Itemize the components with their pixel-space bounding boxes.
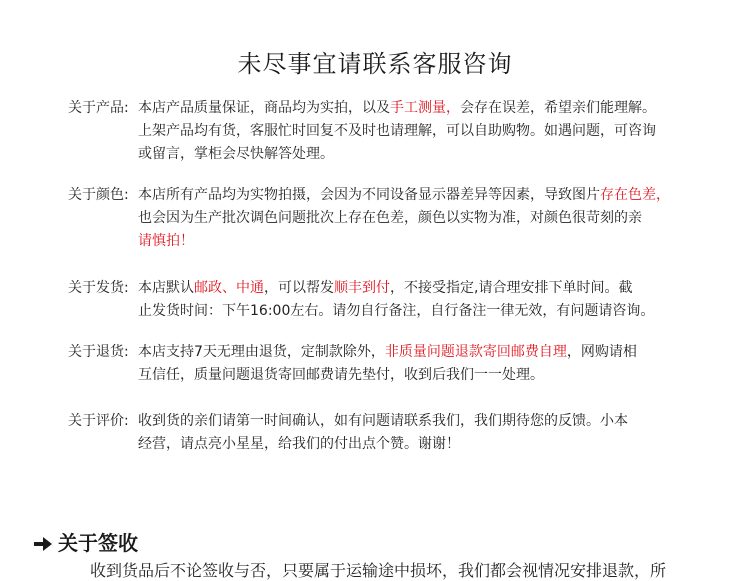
section-line (138, 410, 718, 433)
section-line (138, 300, 718, 323)
section-row-product (68, 97, 718, 166)
highlighted-text: 手工测量， (390, 100, 460, 116)
section-row-shipping (68, 277, 718, 323)
body-text: 也会因为生产批次调色问题批次上存在色差，颜色以实物为准，对颜色很苛刻的亲 (138, 210, 642, 226)
section-content (138, 410, 718, 456)
section-content (138, 341, 718, 387)
body-text: 本店支持7天无理由退货，定制款除外， (138, 344, 385, 360)
sign-partial-text: 收到货品后不论签收与否，只要属于运输途中损坏，我们都会视情况安排退款，所 (90, 561, 667, 580)
page-title: 未尽事宜请联系客服咨询 (237, 50, 513, 78)
body-text: 经营，请点亮小星星，给我们的付出点个赞。谢谢！ (138, 436, 460, 452)
sign-heading-text: 关于签收 (58, 531, 138, 555)
body-text: ，网购请相 (566, 344, 637, 360)
section-line (138, 433, 718, 456)
section-line (138, 207, 718, 230)
section-line (138, 184, 718, 207)
body-text: 互信任，质量问题退货寄回邮费请先垫付，收到后我们一一处理。 (138, 367, 544, 383)
section-label: 关于颜色: (68, 187, 129, 203)
section-label: 关于退货: (68, 344, 129, 360)
body-text: ，可以帮发 (264, 280, 334, 296)
section-line (138, 230, 718, 253)
sign-section-heading (34, 527, 138, 556)
body-text: 本店产品质量保证，商品均为实拍，以及 (138, 100, 390, 116)
highlighted-text: 请慎拍！ (138, 233, 194, 249)
body-text: ，不接受指定,请合理安排下单时间。截 (390, 280, 633, 296)
section-color (68, 184, 718, 253)
body-text: 收到货的亲们请第一时间确认，如有问题请联系我们，我们期待您的反馈。小本 (138, 413, 628, 429)
arrow-right-icon (34, 537, 52, 551)
body-text: 止发货时间：下午16:00左右。请勿自行备注，自行备注一律无效，有问题请咨询。 (138, 303, 655, 319)
section-line (138, 364, 718, 387)
section-shipping (68, 277, 718, 323)
section-line (138, 97, 718, 120)
section-product (68, 97, 718, 166)
body-text: 本店所有产品均为实物拍摄，会因为不同设备显示器差异等因素，导致图片 (138, 187, 600, 203)
highlighted-text: 邮政、中通 (194, 280, 264, 296)
section-label: 关于发货: (68, 280, 129, 296)
section-row-returns (68, 341, 718, 387)
section-line (138, 277, 718, 300)
section-reviews (68, 410, 718, 456)
body-text: 会存在误差，希望亲们能理解。 (460, 100, 656, 116)
section-content (138, 184, 718, 253)
section-content (138, 97, 718, 166)
body-text: 上架产品均有货，客服忙时回复不及时也请理解，可以自助购物。如遇问题，可咨询 (138, 123, 656, 139)
body-text: 本店默认 (138, 280, 194, 296)
section-line (138, 143, 718, 166)
highlighted-text: 非质量问题退款寄回邮费自理 (384, 344, 567, 360)
section-label: 关于产品: (68, 100, 129, 116)
section-returns (68, 341, 718, 387)
body-text: 或留言，掌柜会尽快解答处理。 (138, 146, 334, 162)
section-row-color (68, 184, 718, 253)
section-row-reviews (68, 410, 718, 456)
highlighted-text: 顺丰到付 (334, 280, 390, 296)
highlighted-text: 存在色差， (600, 187, 670, 203)
section-line (138, 120, 718, 143)
section-label: 关于评价: (68, 413, 129, 429)
section-line (138, 341, 718, 364)
section-content (138, 277, 718, 323)
